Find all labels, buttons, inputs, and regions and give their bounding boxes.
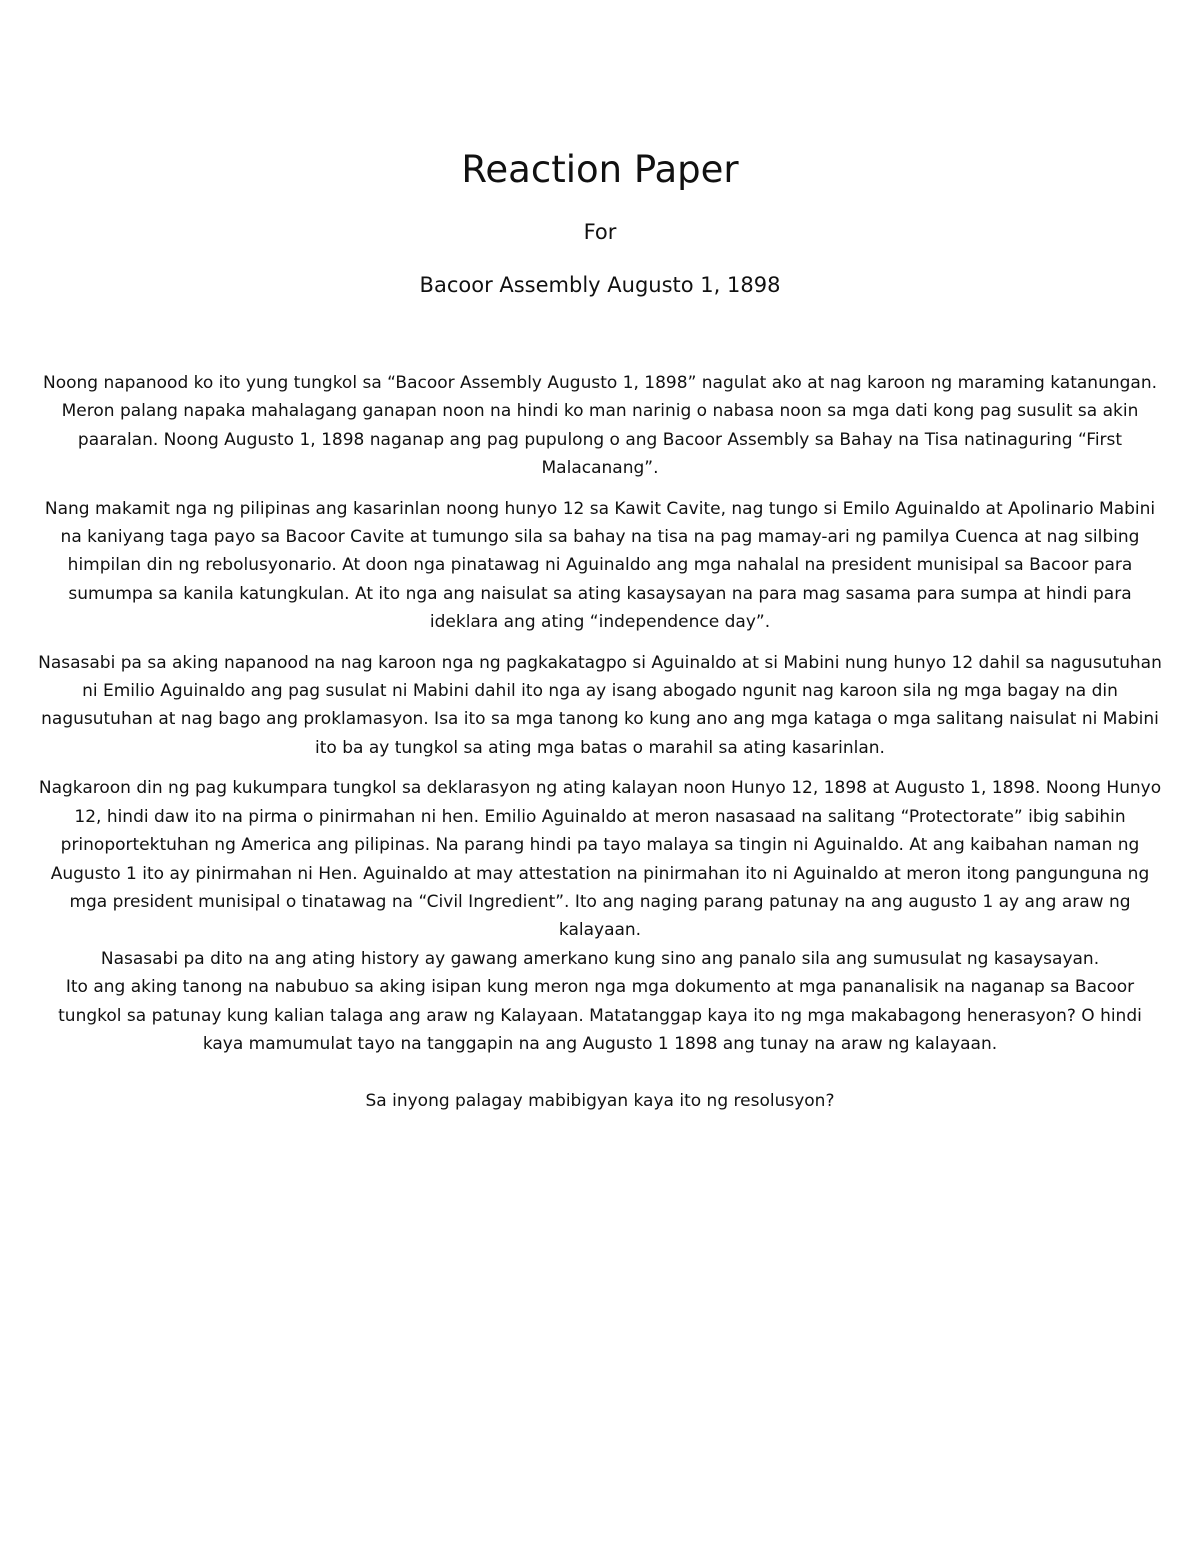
paragraph-closing: Sa inyong palagay mabibigyan kaya ito ng resolusyon? [365, 1090, 835, 1111]
document-title: Reaction Paper [461, 148, 739, 191]
paragraph-comparison: Nagkaroon din ng pag kukumpara tungkol sa deklarasyon ng ating kalayan noon Hunyo 12, 1898 at Augusto 1, 1898. Noong Hunyo 12, hindi daw ito na pirma o pinirmahan ni hen. Emilio Aguinaldo at meron nasasaad na salitang “Protectorate” ibig sabihin prinoportektuhan ng America ang pilipinas. Na parang hindi pa tayo malaya sa tingin ni Aguinaldo. At ang kaibahan naman ng Augusto 1 ito ay pinirmahan ni Hen. Aguinaldo at may attestation na pinirmahan ito ni Aguinaldo at meron itong pangunguna ng mga president munisipal o tinatawag na “Civil Ingredient”. Ito ang naging parang patunay na ang augusto 1 ay ang araw ng kalayaan. [38, 778, 1162, 941]
document-subtitle-for: For [583, 220, 617, 244]
paragraph-intro: Noong napanood ko ito yung tungkol sa “Bacoor Assembly Augusto 1, 1898” nagulat ako at nag karoon ng maraming katanungan. Meron palang napaka mahalagang ganapan noon na hindi ko man narinig o nabasa noon sa mga dati kong pag susulit sa akin paaralan. Noong Augusto 1, 1898 naganap ang pag pupulong o ang Bacoor Assembly sa Bahay na Tisa natinaguring “First Malacanang”. [42, 373, 1157, 479]
paragraph-history: Nasasabi pa dito na ang ating history ay gawang amerkano kung sino ang panalo sila ang sumusulat ng kasaysayan. [100, 948, 1100, 969]
paragraph-mabini: Nasasabi pa sa aking napanood na nag karoon nga ng pagkakatagpo si Aguinaldo at si Mabini nung hunyo 12 dahil sa nagusutuhan ni Emilio Aguinaldo ang pag susulat ni Mabini dahil ito nga ay isang abogado ngunit nag karoon sila ng mga bagay na din nagusutuhan at nag bago ang proklamasyon. Isa ito sa mga tanong ko kung ano ang mga kataga o mga salitang naisulat ni Mabini ito ba ay tungkol sa ating mga batas o marahil sa ating kasarinlan. [38, 652, 1162, 758]
paragraph-question: Ito ang aking tanong na nabubuo sa aking isipan kung meron nga mga dokumento at mga pananalisik na naganap sa Bacoor tungkol sa patunay kung kalian talaga ang araw ng Kalayaan. Matatanggap kaya ito ng mga makabagong henerasyon? O hindi kaya mamumulat tayo na tanggapin na ang Augusto 1 1898 ang tunay na araw ng kalayaan. [58, 977, 1142, 1054]
document-subtitle-event: Bacoor Assembly Augusto 1, 1898 [419, 273, 781, 297]
document-body [38, 369, 1162, 1115]
paragraph-independence: Nang makamit nga ng pilipinas ang kasarinlan noong hunyo 12 sa Kawit Cavite, nag tungo si Emilo Aguinaldo at Apolinario Mabini na kaniyang taga payo sa Bacoor Cavite at tumungo sila sa bahay na tisa na pag mamay-ari ng pamilya Cuenca at nag silbing himpilan din ng rebolusyonario. At doon nga pinatawag ni Aguinaldo ang mga nahalal na president munisipal sa Bacoor para sumumpa sa kanila katungkulan. At ito nga ang naisulat sa ating kasaysayan na para mag sasama para sumpa at hindi para ideklara ang ating “independence day”. [44, 498, 1156, 633]
